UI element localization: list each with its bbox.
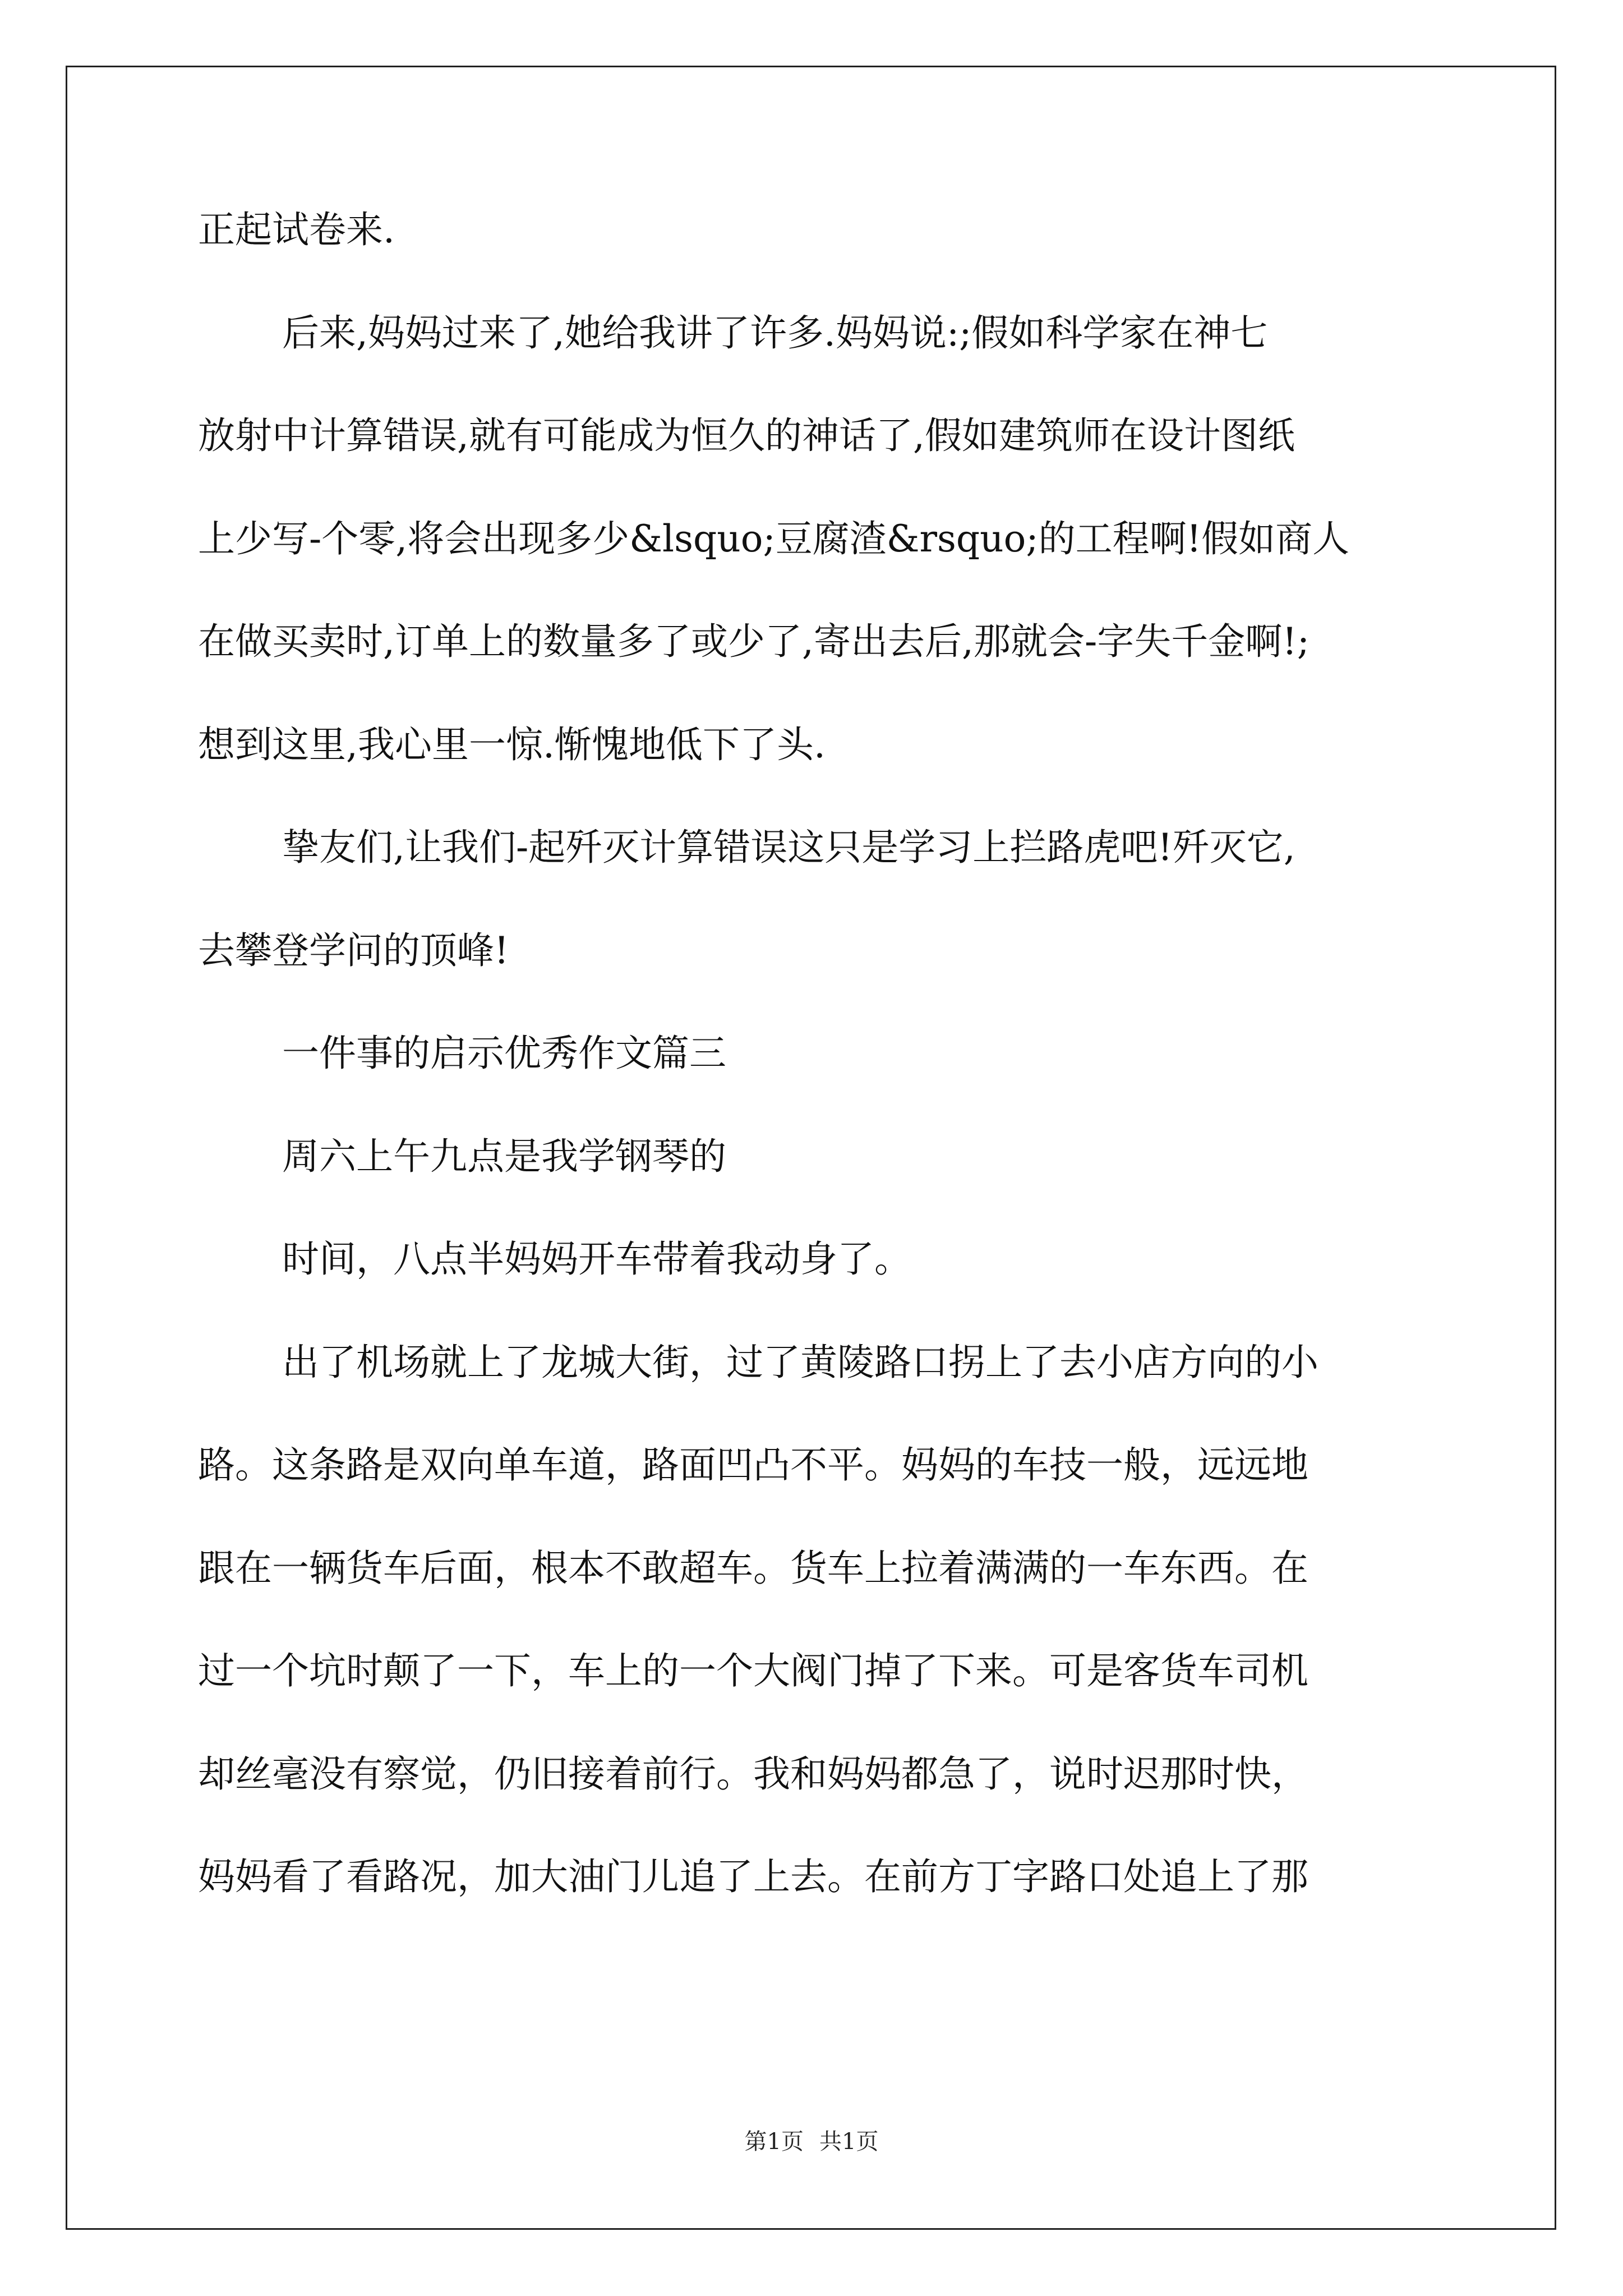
text-line: 想到这里,我心里一惊.惭愧地低下了头.: [198, 723, 826, 766]
text-line: 时间，八点半妈妈开车带着我动身了。: [282, 1237, 911, 1281]
page-number: 第1页: [744, 2129, 804, 2155]
text-line: 妈妈看了看路况，加大油门儿追了上去。在前方丁字路口处追上了那: [198, 1855, 1308, 1898]
text-line: 去攀登学问的顶峰!: [198, 928, 509, 972]
text-line: 上少写-个零,将会出现多少&lsquo;豆腐渣&rsquo;的工程啊!假如商人: [198, 517, 1350, 560]
text-line: 却丝毫没有察觉，仍旧接着前行。我和妈妈都急了，说时迟那时快，: [198, 1752, 1308, 1796]
text-line: 过一个坑时颠了一下，车上的一个大阀门掉了下来。可是客货车司机: [198, 1649, 1308, 1692]
page-total: 共1页: [819, 2129, 879, 2155]
text-line: 正起试卷来.: [198, 208, 395, 251]
text-line: 出了机场就上了龙城大街，过了黄陵路口拐上了去小店方向的小: [282, 1340, 1318, 1384]
text-line: 挚友们,让我们-起歼灭计算错误这只是学习上拦路虎吧!歼灭它,: [282, 826, 1295, 869]
text-line: 在做买卖时,订单上的数量多了或少了,寄出去后,那就会-字失千金啊!;: [198, 620, 1310, 663]
text-line: 后来,妈妈过来了,她给我讲了许多.妈妈说:;假如科学家在神七: [282, 311, 1268, 355]
text-line: 周六上午九点是我学钢琴的: [282, 1134, 726, 1178]
text-line: 跟在一辆货车后面，根本不敢超车。货车上拉着满满的一车东西。在: [198, 1546, 1308, 1590]
section-heading: 一件事的启示优秀作文篇三: [282, 1032, 726, 1075]
text-line: 路。这条路是双向单车道，路面凹凸不平。妈妈的车技一般，远远地: [198, 1443, 1308, 1487]
page-footer: [0, 2125, 1623, 2159]
text-line: 放射中计算错误,就有可能成为恒久的神话了,假如建筑师在设计图纸: [198, 414, 1295, 457]
